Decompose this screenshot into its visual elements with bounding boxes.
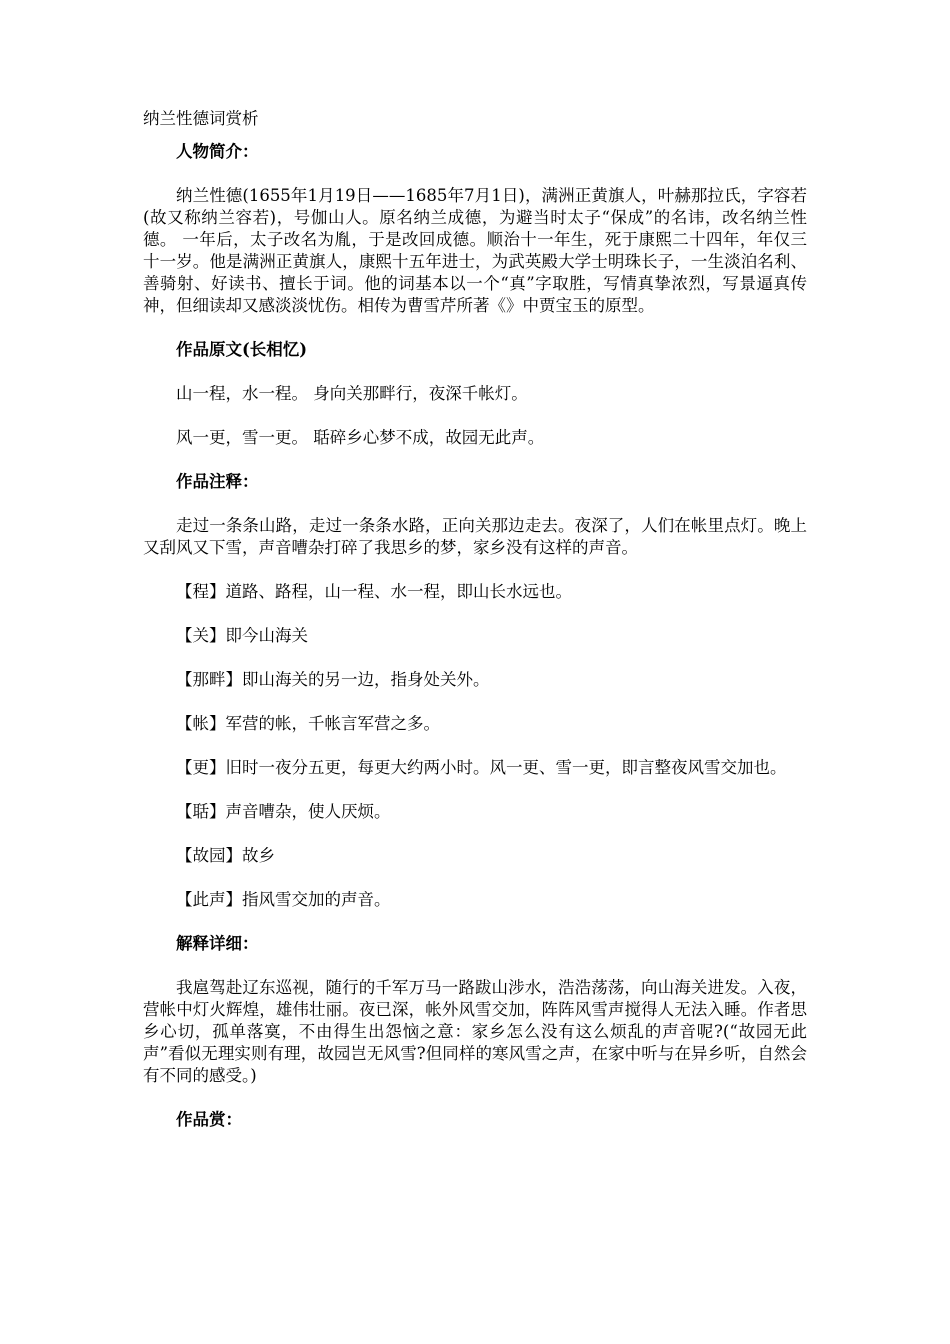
note-item: 【关】即今山海关 [176, 626, 308, 645]
explain-paragraph: 我扈驾赴辽东巡视，随行的千军万马一路跋山涉水，浩浩荡荡，向山海关进发。入夜，营帐中灯火辉煌，雄伟壮丽。夜已深，帐外风雪交加，阵阵风雪声搅得人无法入睡。作者思乡心切，孤单落寞，不由得生出怨恼之意：家乡怎么没有这么烦乱的声音呢?(“故园无此声”看似无理实则有理，故园岂无风雪?但同样的寒风雪之声，在家中听与在异乡听，自然会有不同的感受。) [143, 978, 807, 1085]
notes-paragraph: 走过一条条山路，走过一条条水路，正向关那边走去。夜深了，人们在帐里点灯。晚上又刮风又下雪，声音嘈杂打碎了我思乡的梦，家乡没有这样的声音。 [143, 516, 807, 557]
document-page [143, 108, 807, 1153]
document-title: 纳兰性德词赏析 [143, 109, 259, 128]
note-item: 【更】旧时一夜分五更，每更大约两小时。风一更、雪一更，即言整夜风雪交加也。 [176, 758, 787, 777]
note-item: 【帐】军营的帐，千帐言军营之多。 [176, 714, 440, 733]
note-item: 【故园】故乡 [176, 846, 275, 865]
note-item: 【聒】声音嘈杂，使人厌烦。 [176, 802, 391, 821]
note-item: 【此声】指风雪交加的声音。 [176, 890, 391, 909]
explain-heading: 解释详细： [176, 934, 259, 953]
note-item: 【那畔】即山海关的另一边，指身处关外。 [176, 670, 490, 689]
appreciation-heading: 作品赏： [176, 1110, 242, 1129]
notes-heading: 作品注释： [176, 472, 259, 491]
poem-line-1: 山一程，水一程。 身向关那畔行，夜深千帐灯。 [176, 384, 528, 403]
poem-heading: 作品原文(长相忆) [176, 340, 308, 359]
bio-heading: 人物简介： [176, 142, 259, 161]
poem-line-2: 风一更，雪一更。 聒碎乡心梦不成，故园无此声。 [176, 428, 545, 447]
note-item: 【程】道路、路程，山一程、水一程，即山长水远也。 [176, 582, 572, 601]
bio-paragraph: 纳兰性德(1655年1月19日——1685年7月1日)，满洲正黄旗人，叶赫那拉氏，字容若(故又称纳兰容若)，号伽山人。原名纳兰成德，为避当时太子“保成”的名讳，改名纳兰性德。 一年后，太子改名为胤，于是改回成德。顺治十一年生，死于康熙二十四年，年仅三十一岁。他是满洲正黄旗人，康熙十五年进士，为武英殿大学士明珠长子，一生淡泊名利、善骑射、好读书、擅长于词。他的词基本以一个“真”字取胜，写情真挚浓烈，写景逼真传神，但细读却又感淡淡忧伤。相传为曹雪芹所著《》中贾宝玉的原型。 [143, 186, 807, 315]
